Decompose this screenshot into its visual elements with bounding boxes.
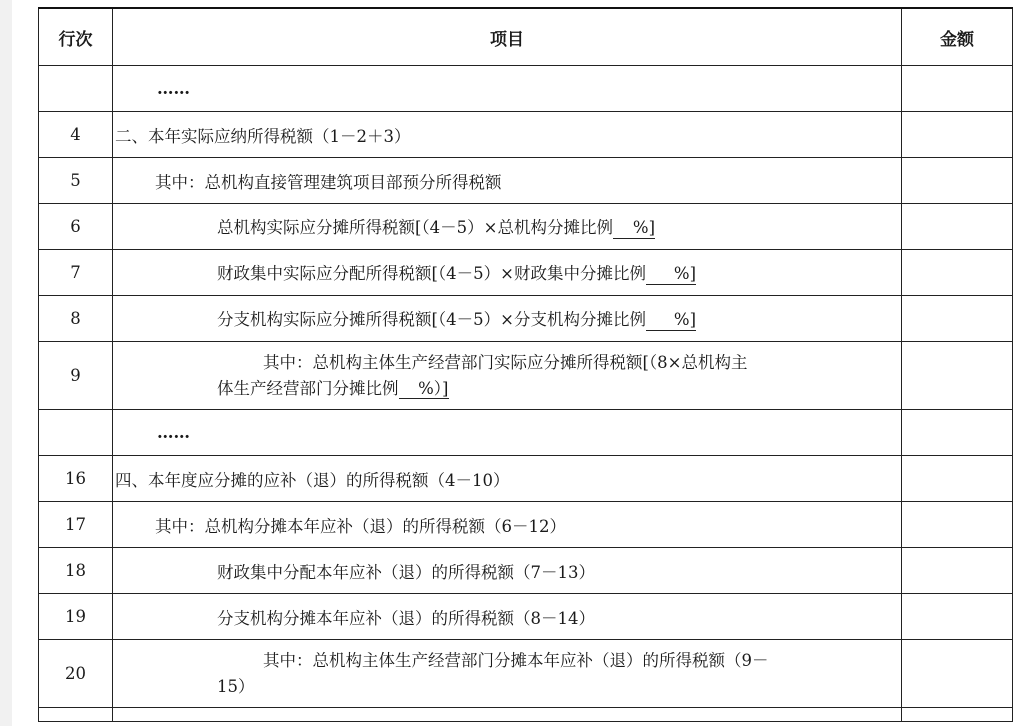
row-number: 16 <box>39 456 113 502</box>
row-number: 19 <box>39 594 113 640</box>
row-item: 分支机构分摊本年应补（退）的所得税额（8－14） <box>113 594 902 640</box>
amount-cell[interactable] <box>902 296 1013 342</box>
amount-cell[interactable] <box>902 204 1013 250</box>
row-item <box>113 708 902 722</box>
table-row <box>39 594 1013 640</box>
row-item: 其中：总机构直接管理建筑项目部预分所得税额 <box>113 158 902 204</box>
table-row <box>39 296 1013 342</box>
table-row-ellipsis <box>39 410 1013 456</box>
amount-cell[interactable] <box>902 708 1013 722</box>
row-item: 二、本年实际应纳所得税额（1－2＋3） <box>113 112 902 158</box>
table-row <box>39 112 1013 158</box>
row-number: 20 <box>39 640 113 708</box>
row-item <box>113 250 902 296</box>
row-item-text: 财政集中实际应分配所得税额[（4－5）×财政集中分摊比例 <box>217 264 647 284</box>
table-row <box>39 250 1013 296</box>
row-item: 其中：总机构分摊本年应补（退）的所得税额（6－12） <box>113 502 902 548</box>
amount-cell[interactable] <box>902 456 1013 502</box>
ellipsis-cell: …… <box>113 410 902 456</box>
amount-cell[interactable] <box>902 342 1013 410</box>
row-number: 6 <box>39 204 113 250</box>
amount-cell[interactable] <box>902 640 1013 708</box>
row-number: 7 <box>39 250 113 296</box>
header-row-number: 行次 <box>39 8 113 66</box>
row-item-line1: 其中：总机构主体生产经营部门实际应分摊所得税额[（8×总机构主 <box>263 352 748 372</box>
row-item <box>113 296 902 342</box>
document-page <box>12 0 1018 726</box>
table-row <box>39 502 1013 548</box>
row-number: 9 <box>39 342 113 410</box>
row-number-cell <box>39 708 113 722</box>
table-row <box>39 548 1013 594</box>
table-row <box>39 456 1013 502</box>
amount-cell[interactable] <box>902 594 1013 640</box>
row-number: 5 <box>39 158 113 204</box>
row-item <box>113 204 902 250</box>
table-row <box>39 640 1013 708</box>
row-number: 18 <box>39 548 113 594</box>
row-number: 17 <box>39 502 113 548</box>
row-number-cell <box>39 66 113 112</box>
header-amount: 金额 <box>902 8 1013 66</box>
ellipsis-cell: …… <box>113 66 902 112</box>
row-item: 四、本年度应分摊的应补（退）的所得税额（4－10） <box>113 456 902 502</box>
tax-allocation-table <box>38 7 1013 722</box>
table-row-partial <box>39 708 1013 722</box>
ratio-blank: %] <box>646 265 696 284</box>
table-row <box>39 158 1013 204</box>
amount-cell[interactable] <box>902 548 1013 594</box>
table-header-row <box>39 8 1013 66</box>
row-item: 财政集中分配本年应补（退）的所得税额（7－13） <box>113 548 902 594</box>
table-row <box>39 204 1013 250</box>
ratio-blank: %] <box>613 219 655 238</box>
header-item: 项目 <box>113 8 902 66</box>
amount-cell[interactable] <box>902 502 1013 548</box>
row-item-text: 分支机构实际应分摊所得税额[（4－5）×分支机构分摊比例 <box>217 310 647 330</box>
ratio-blank: %] <box>646 311 696 330</box>
amount-cell[interactable] <box>902 66 1013 112</box>
row-item-line2: 15） <box>217 676 255 696</box>
row-number: 8 <box>39 296 113 342</box>
row-number-cell <box>39 410 113 456</box>
row-item-text: 总机构实际应分摊所得税额[（4－5）×总机构分摊比例 <box>217 218 614 238</box>
table-row <box>39 342 1013 410</box>
row-item-line1: 其中：总机构主体生产经营部门分摊本年应补（退）的所得税额（9－ <box>263 650 769 670</box>
row-number: 4 <box>39 112 113 158</box>
amount-cell[interactable] <box>902 158 1013 204</box>
table-row-ellipsis <box>39 66 1013 112</box>
ratio-blank: %）] <box>399 380 449 399</box>
row-item <box>113 640 902 708</box>
row-item-line2: 体生产经营部门分摊比例 <box>217 378 399 398</box>
amount-cell[interactable] <box>902 410 1013 456</box>
row-item <box>113 342 902 410</box>
amount-cell[interactable] <box>902 112 1013 158</box>
amount-cell[interactable] <box>902 250 1013 296</box>
